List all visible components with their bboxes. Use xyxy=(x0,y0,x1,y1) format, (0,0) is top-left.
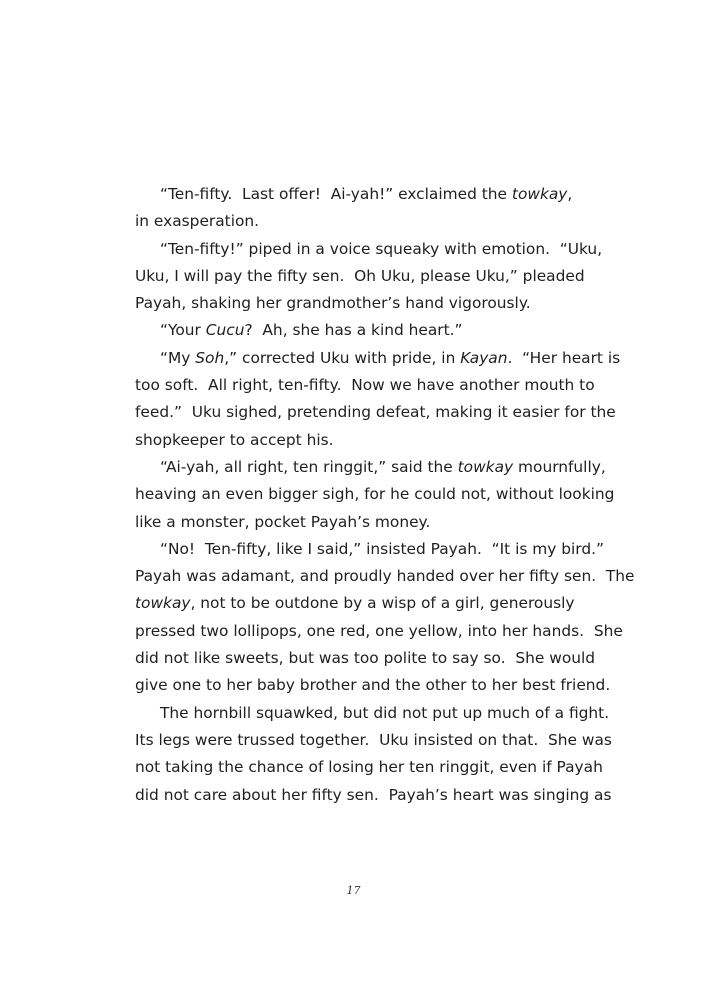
text-line xyxy=(135,481,615,508)
text-line xyxy=(135,563,635,590)
text-line xyxy=(135,590,580,617)
text-segment: in exasperation. xyxy=(135,212,260,231)
text-segment: ,” corrected Uku with pride, in xyxy=(224,348,461,367)
text-line xyxy=(135,782,612,809)
text-line xyxy=(135,509,580,536)
text-segment: Payah was adamant, and proudly handed over her fifty sen. The xyxy=(135,567,635,586)
text-line xyxy=(135,700,610,727)
text-line xyxy=(135,618,623,645)
text-segment: . “Her heart is xyxy=(507,348,621,367)
text-line xyxy=(135,236,603,263)
text-segment: , not to be outdone by a wisp of a girl, generously xyxy=(190,594,575,613)
text-line xyxy=(135,672,611,699)
text-line xyxy=(135,727,612,754)
text-segment: , xyxy=(567,185,573,203)
text-line xyxy=(135,181,580,208)
text-segment: did not care about her fifty sen. Payah’s heart was singing as xyxy=(135,785,612,804)
text-line xyxy=(135,263,585,290)
italic-term: towkay xyxy=(135,594,191,613)
text-segment: give one to her baby brother and the other to her best friend. xyxy=(135,676,611,695)
text-segment: Payah, shaking her grandmother’s hand vigorously. xyxy=(135,294,531,313)
text-segment: “No! Ten-fifty, like I said,” insisted Payah. “It is my bird.” xyxy=(160,539,605,558)
body-text xyxy=(135,181,635,809)
text-line xyxy=(135,345,621,372)
text-segment: Uku, I will pay the fifty sen. Oh Uku, please Uku,” pleaded xyxy=(135,266,585,285)
text-line xyxy=(135,754,603,781)
text-line xyxy=(135,427,580,454)
text-segment: mournfully, xyxy=(513,457,606,476)
text-line xyxy=(135,536,605,563)
text-segment: shopkeeper to accept his. xyxy=(135,430,334,449)
italic-term: Cucu xyxy=(205,321,245,340)
text-segment: pressed two lollipops, one red, one yellow, into her hands. She xyxy=(135,621,623,640)
text-segment: heaving an even bigger sigh, for he could not, without looking xyxy=(135,485,615,504)
text-segment: “Your xyxy=(160,321,206,340)
italic-term: towkay xyxy=(457,457,514,476)
text-segment: did not like sweets, but was too polite to say so. She would xyxy=(135,649,596,668)
text-segment: not taking the chance of losing her ten ringgit, even if Payah xyxy=(135,758,603,777)
text-line xyxy=(135,317,580,344)
italic-term: towkay xyxy=(511,185,568,203)
italic-term: Kayan xyxy=(460,348,508,367)
text-segment: “Ai-yah, all right, ten ringgit,” said the xyxy=(160,457,458,476)
text-line xyxy=(135,290,580,317)
text-segment: ? Ah, she has a kind heart.” xyxy=(244,321,463,340)
italic-term: Soh xyxy=(195,348,225,367)
text-segment: The hornbill squawked, but did not put up much of a fight. xyxy=(160,703,610,722)
text-segment: “Ten-fifty. Last offer! Ai-yah!” exclaimed the xyxy=(160,185,512,203)
text-line xyxy=(135,399,616,426)
text-segment: feed.” Uku sighed, pretending defeat, making it easier for the xyxy=(135,403,616,422)
text-line xyxy=(135,208,580,235)
page-number: 17 xyxy=(346,884,361,897)
text-segment: “Ten-fifty!” piped in a voice squeaky with emotion. “Uku, xyxy=(160,239,603,258)
text-line xyxy=(135,372,595,399)
text-line xyxy=(135,454,606,481)
text-segment: Its legs were trussed together. Uku insisted on that. She was xyxy=(135,730,612,749)
text-segment: too soft. All right, ten-fifty. Now we have another mouth to xyxy=(135,376,595,395)
text-segment: “My xyxy=(160,348,196,367)
text-segment: like a monster, pocket Payah’s money. xyxy=(135,512,431,531)
text-line xyxy=(135,645,596,672)
